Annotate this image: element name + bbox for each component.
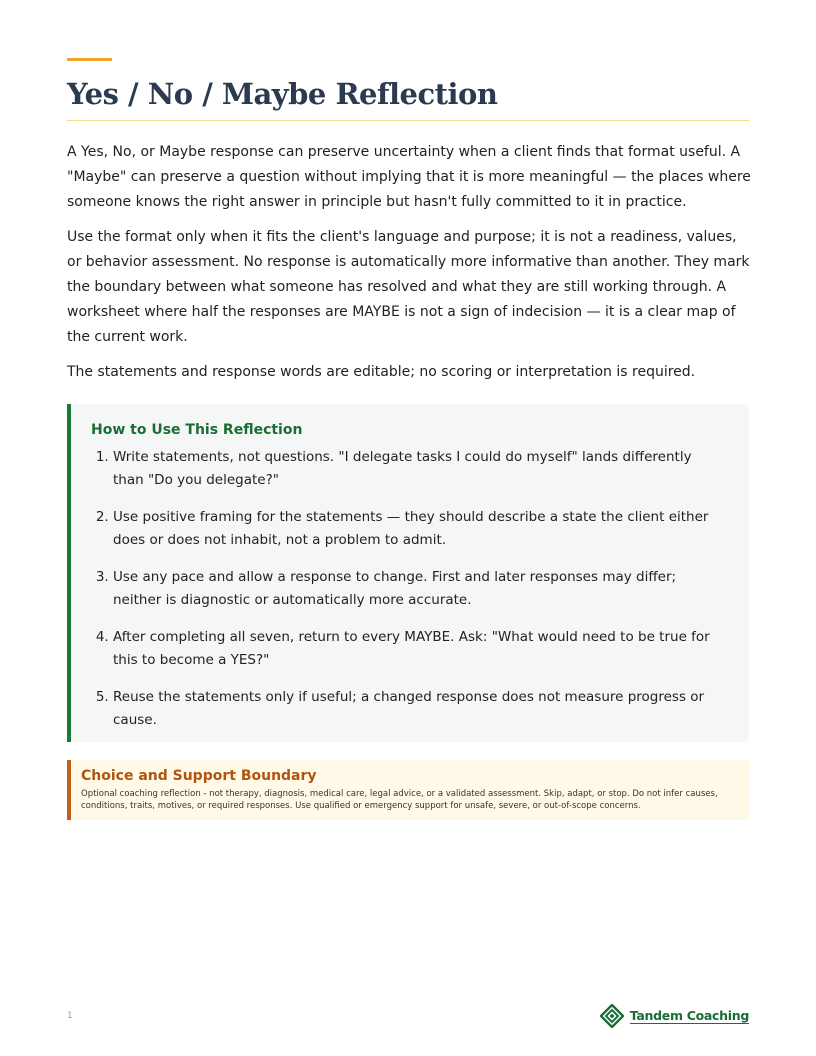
diamond-logo-icon [600, 1004, 624, 1028]
how-to-step: 4. After completing all seven, return to every MAYBE. Ask: "What would need to be true for this to become a YES?" [113, 626, 725, 672]
how-to-step: 3. Use any pace and allow a response to change. First and later responses may differ; neither is diagnostic or automatically more accurate. [113, 566, 725, 612]
intro-paragraph: The statements and response words are editable; no scoring or interpretation is required. [67, 364, 696, 380]
title-divider [67, 120, 749, 121]
how-to-heading: How to Use This Reflection [91, 422, 303, 438]
how-to-step: 1. Write statements, not questions. "I delegate tasks I could do myself" lands differently than "Do you delegate?" [113, 446, 725, 492]
intro-paragraph: A Yes, No, or Maybe response can preserve uncertainty when a client finds that format useful. A "Maybe" can preserve a question without implying that it is more meaningful — the places where someone knows the right answer in principle but hasn't fully committed to it in practice. [67, 144, 751, 210]
intro-section [67, 140, 751, 395]
intro-paragraph: Use the format only when it fits the client's language and purpose; it is not a readiness, values, or behavior assessment. No response is automatically more informative than another. They mark the boundary between what someone has resolved and what they are still working through. A worksheet where half the responses are MAYBE is not a sign of indecision — it is a clear map of the current work. [67, 229, 750, 345]
boundary-heading: Choice and Support Boundary [81, 768, 317, 784]
how-to-step: 2. Use positive framing for the statements — they should describe a state the client either does or does not inhabit, not a problem to admit. [113, 506, 725, 552]
brand-footer [600, 1004, 749, 1028]
page-number: 1 [67, 1011, 73, 1021]
boundary-text: Optional coaching reflection - not therapy, diagnosis, medical care, legal advice, or a validated assessment. Skip, adapt, or stop. Do not infer causes, conditions, traits, motives, or required responses. Use qualified or emergency support for unsafe, severe, or out-of-scope concerns. [81, 789, 718, 811]
how-to-step: 5. Reuse the statements only if useful; a changed response does not measure progress or cause. [113, 686, 725, 732]
how-to-use-callout [67, 404, 749, 742]
page-title: Yes / No / Maybe Reflection [67, 77, 498, 111]
title-accent-bar [67, 58, 112, 61]
how-to-steps-list [91, 446, 725, 732]
support-boundary-notice [67, 760, 749, 820]
brand-name: Tandem Coaching [629, 1008, 749, 1023]
